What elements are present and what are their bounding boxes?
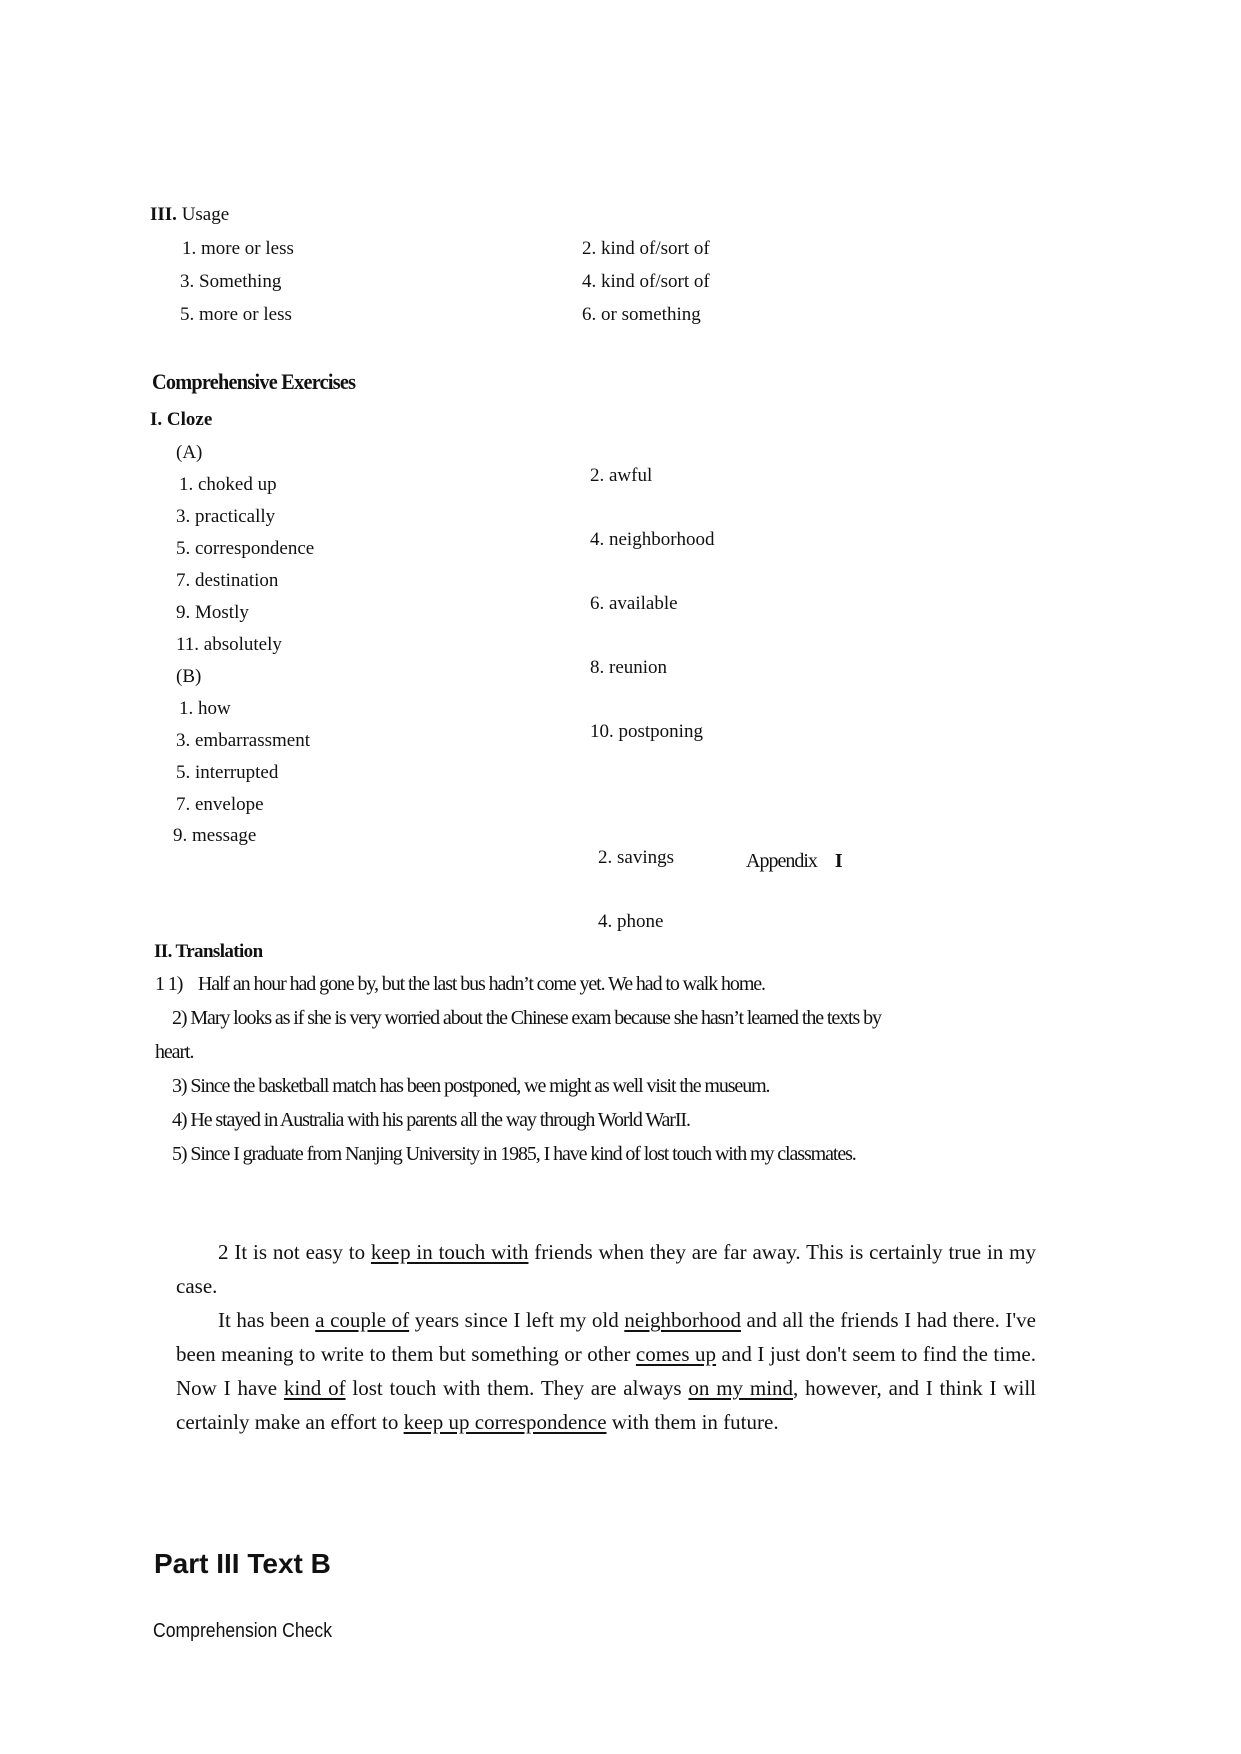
passage-text: years since I left my old — [409, 1308, 625, 1332]
cloze-a-item-3: 3. practically — [176, 506, 276, 527]
underlined-phrase: kind of — [283, 1376, 346, 1400]
cloze-a-item-1: 1. choked up — [179, 474, 277, 495]
usage-numeral: III. — [150, 204, 177, 225]
cloze-a-item-5: 5. correspondence — [176, 538, 315, 559]
cloze-part-a-label: (A) — [176, 442, 203, 463]
usage-item-3: 3. Something — [180, 271, 282, 292]
translation-line-4: 4) He stayed in Australia with his parents all the way through World WarII. — [172, 1109, 690, 1131]
translation-title: II. Translation — [154, 941, 263, 962]
cloze-b-item-9: 9. message — [173, 825, 257, 846]
cloze-b-item-5: 5. interrupted — [176, 762, 279, 783]
cloze-b-item-4: 4. phone — [598, 911, 664, 932]
cloze-a-item-4: 4. neighborhood — [590, 529, 715, 550]
cloze-b-item-3: 3. embarrassment — [176, 730, 311, 751]
passage-paragraph-2 — [176, 1303, 1036, 1439]
underlined-phrase: keep in touch with — [370, 1240, 529, 1264]
underlined-phrase: neighborhood — [624, 1308, 741, 1332]
appendix-text: Appendix — [746, 850, 817, 872]
cloze-a-item-8: 8. reunion — [590, 657, 668, 678]
usage-item-6: 6. or something — [582, 304, 701, 325]
translation-line-1: 1 1) Half an hour had gone by, but the last bus hadn’t come yet. We had to walk home. — [155, 973, 765, 995]
cloze-a-item-9: 9. Mostly — [176, 602, 249, 623]
cloze-part-b-label: (B) — [176, 666, 202, 687]
cloze-a-item-10: 10. postponing — [590, 721, 703, 742]
passage-text: It has been — [218, 1308, 316, 1332]
passage-text: friends when they are far away. This is certainly true in my case. — [176, 1240, 1036, 1298]
translation-line-5: 5) Since I graduate from Nanjing University in 1985, I have kind of lost touch with my classmates. — [172, 1143, 856, 1165]
underlined-phrase: comes up — [635, 1342, 717, 1366]
part3-title: Part III Text B — [154, 1548, 331, 1579]
cloze-b-item-1: 1. how — [179, 698, 231, 719]
underlined-phrase: on my mind — [688, 1376, 794, 1400]
translation-line-3: 3) Since the basketball match has been postponed, we might as well visit the museum. — [172, 1075, 770, 1097]
cloze-a-item-2: 2. awful — [590, 465, 653, 486]
passage-text: with them in future. — [606, 1410, 779, 1434]
part3-subtitle: Comprehension Check — [153, 1620, 333, 1642]
underlined-phrase: a couple of — [315, 1308, 410, 1332]
cloze-a-item-11: 11. absolutely — [176, 634, 282, 655]
passage-text: lost touch with them. They are always — [345, 1376, 689, 1400]
cloze-title: I. Cloze — [150, 409, 213, 430]
usage-heading — [150, 204, 229, 226]
passage — [176, 1235, 1036, 1439]
comprehensive-title: Comprehensive Exercises — [152, 369, 356, 394]
passage-text: and all the friends I had there. I've been meaning to write to them but something or other — [176, 1308, 1036, 1366]
appendix-label — [746, 850, 842, 873]
passage-text: 2 It is not easy to — [218, 1240, 371, 1264]
passage-text: , however, and I think I will certainly make an effort to — [176, 1376, 1037, 1434]
usage-item-5: 5. more or less — [180, 304, 292, 325]
passage-paragraph-1 — [176, 1235, 1036, 1303]
cloze-b-item-2: 2. savings — [598, 847, 674, 868]
translation-line-2-cont: heart. — [155, 1041, 194, 1063]
underlined-phrase: keep up correspondence — [403, 1410, 607, 1434]
usage-item-4: 4. kind of/sort of — [582, 271, 710, 292]
usage-item-2: 2. kind of/sort of — [582, 238, 710, 259]
cloze-a-item-7: 7. destination — [176, 570, 279, 591]
usage-item-1: 1. more or less — [182, 238, 294, 259]
cloze-a-item-6: 6. available — [590, 593, 678, 614]
usage-title: Usage — [181, 204, 230, 225]
translation-line-2: 2) Mary looks as if she is very worried about the Chinese exam because she hasn’t learned the texts by — [172, 1007, 881, 1029]
cloze-b-item-7: 7. envelope — [176, 794, 264, 815]
passage-text: and I just don't seem to find the time. Now I have — [176, 1342, 1036, 1400]
appendix-numeral: I — [834, 850, 842, 872]
